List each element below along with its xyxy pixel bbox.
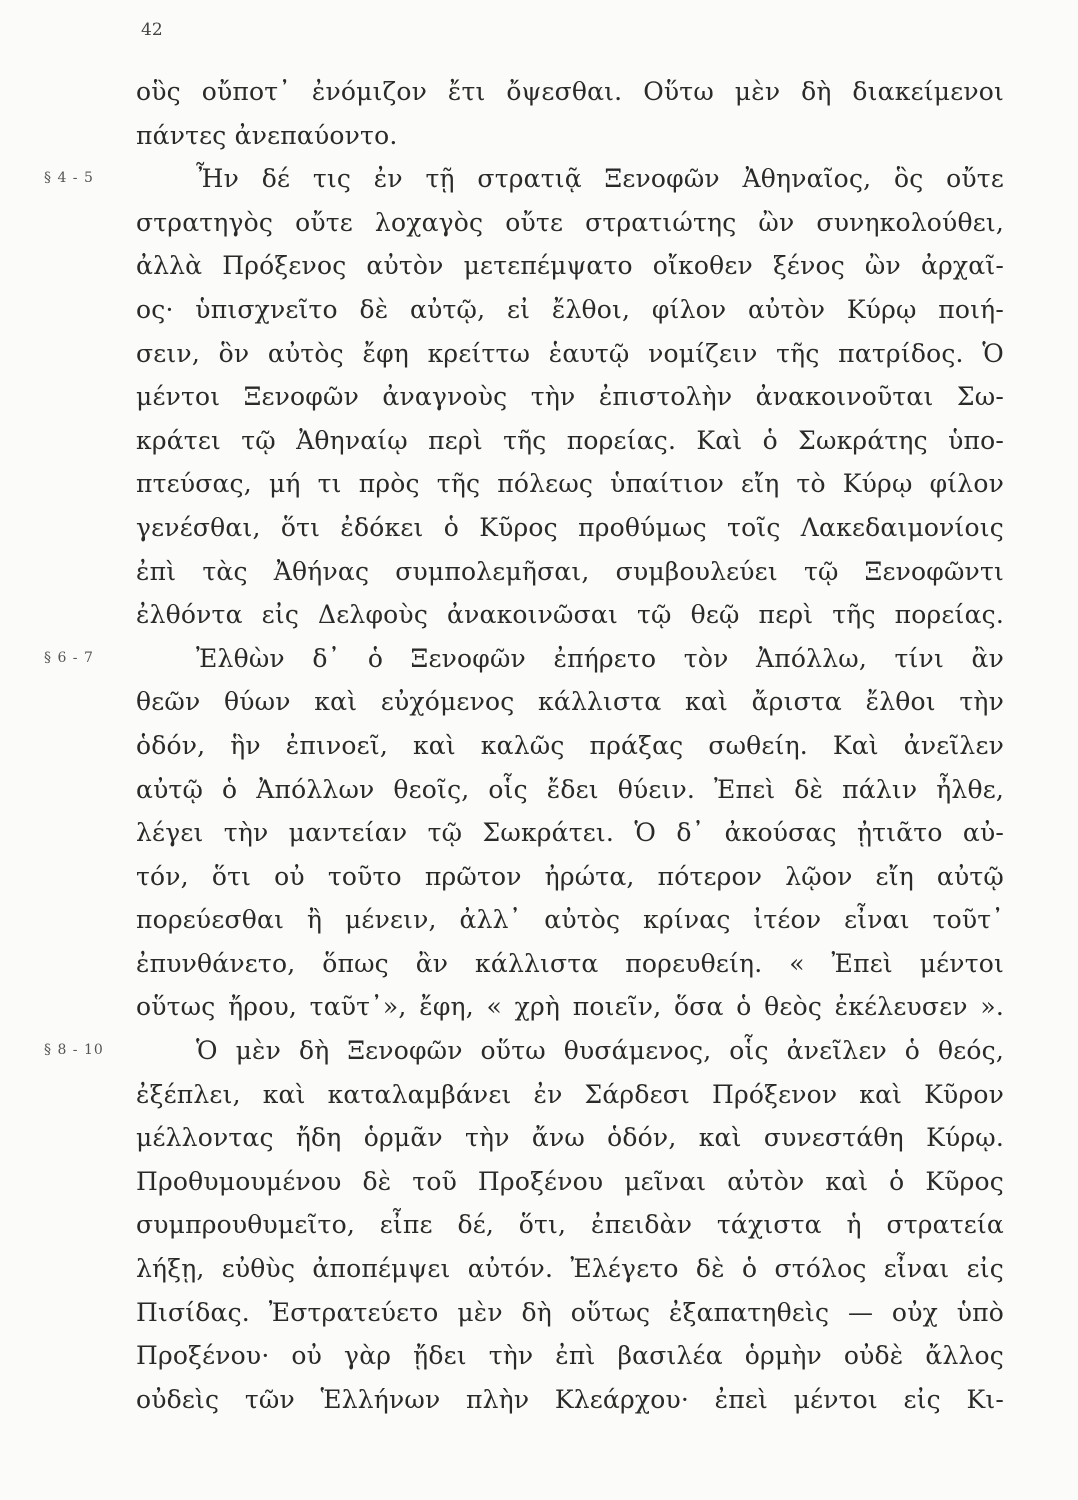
text-line [0, 157, 1078, 201]
text-line [0, 898, 1078, 942]
text-line [0, 1247, 1078, 1291]
section-marker: § 8 - 10 [44, 1042, 104, 1059]
line-text: ἐπυνθάνετο, ὅπως ἂν κάλλιστα πορευθείη. « Ἐπεὶ μέντοι [136, 948, 1004, 978]
line-text: οὕτως ἤρου, ταῦτ᾽», ἔφη, « χρὴ ποιεῖν, ὅσα ὁ θεὸς ἐκέλευσεν ». [136, 992, 1004, 1022]
line-text: μέλλοντας ἤδη ὁρμᾶν τὴν ἄνω ὁδόν, καὶ συνεστάθη Κύρῳ. [136, 1123, 1004, 1153]
text-line [0, 201, 1078, 245]
line-text: λήξῃ, εὐθὺς ἀποπέμψει αὐτόν. Ἐλέγετο δὲ ὁ στόλος εἶναι εἰς [136, 1254, 1004, 1284]
main-text [0, 70, 1078, 1421]
text-line [0, 724, 1078, 768]
text-line [0, 550, 1078, 594]
text-line [0, 462, 1078, 506]
line-text: οὐδεὶς τῶν Ἑλλήνων πλὴν Κλεάρχου· ἐπεὶ μέντοι εἰς Κι- [136, 1384, 1004, 1414]
line-text: κράτει τῷ Ἀθηναίῳ περὶ τῆς πορείας. Καὶ ὁ Σωκράτης ὑπο- [136, 425, 1004, 455]
text-line [0, 768, 1078, 812]
line-text: ὁδόν, ἣν ἐπινοεῖ, καὶ καλῶς πράξας σωθείη. Καὶ ἀνεῖλεν [136, 730, 1004, 760]
line-text: Ἦν δέ τις ἐν τῇ στρατιᾷ Ξενοφῶν Ἀθηναῖος, ὃς οὔτε [196, 164, 1004, 194]
line-text: σειν, ὃν αὐτὸς ἔφη κρείττω ἑαυτῷ νομίζειν τῆς πατρίδος. Ὁ [136, 338, 1004, 368]
text-line [0, 1116, 1078, 1160]
text-line [0, 593, 1078, 637]
text-line [0, 244, 1078, 288]
text-line [0, 680, 1078, 724]
line-text: αὐτῷ ὁ Ἀπόλλων θεοῖς, οἷς ἔδει θύειν. Ἐπεὶ δὲ πάλιν ἦλθε, [136, 774, 1004, 804]
text-line [0, 942, 1078, 986]
text-line [0, 1160, 1078, 1204]
line-text: ἀλλὰ Πρόξενος αὐτὸν μετεπέμψατο οἴκοθεν ξένος ὢν ἀρχαῖ- [136, 251, 1004, 281]
line-text: λέγει τὴν μαντείαν τῷ Σωκράτει. Ὁ δ᾽ ἀκούσας ᾐτιᾶτο αὐ- [136, 818, 1004, 848]
text-line [0, 855, 1078, 899]
text-line [0, 70, 1078, 114]
text-line [0, 419, 1078, 463]
line-text: γενέσθαι, ὅτι ἐδόκει ὁ Κῦρος προθύμως τοῖς Λακεδαιμονίοις [136, 512, 1004, 542]
text-line [0, 1334, 1078, 1378]
line-text: τόν, ὅτι οὐ τοῦτο πρῶτον ἠρώτα, πότερον λῷον εἴη αὐτῷ [136, 861, 1004, 891]
text-line [0, 114, 1078, 158]
line-text: στρατηγὸς οὔτε λοχαγὸς οὔτε στρατιώτης ὢν συνηκολούθει, [136, 207, 1004, 237]
line-text: Ἐλθὼν δ᾽ ὁ Ξενοφῶν ἐπήρετο τὸν Ἀπόλλω, τίνι ἂν [196, 643, 1004, 673]
text-line [0, 985, 1078, 1029]
line-text: Ὁ μὲν δὴ Ξενοφῶν οὕτω θυσάμενος, οἷς ἀνεῖλεν ὁ θεός, [196, 1036, 1004, 1066]
line-text: οὓς οὔποτ᾽ ἐνόμιζον ἔτι ὄψεσθαι. Οὕτω μὲν δὴ διακείμενοι [136, 77, 1004, 106]
line-text: ἐξέπλει, καὶ καταλαμβάνει ἐν Σάρδεσι Πρόξενον καὶ Κῦρον [136, 1079, 1004, 1109]
section-marker: § 6 - 7 [44, 649, 94, 666]
line-text: συμπρουθυμεῖτο, εἶπε δέ, ὅτι, ἐπειδὰν τάχιστα ἡ στρατεία [136, 1210, 1004, 1240]
text-line [0, 1291, 1078, 1335]
text-line [0, 1029, 1078, 1073]
text-line [0, 1203, 1078, 1247]
line-text: πάντες ἀνεπαύοντο. [136, 120, 398, 150]
text-line [0, 811, 1078, 855]
text-line [0, 332, 1078, 376]
line-text: θεῶν θύων καὶ εὐχόμενος κάλλιστα καὶ ἄριστα ἔλθοι τὴν [136, 687, 1004, 717]
text-line [0, 637, 1078, 681]
line-text: μέντοι Ξενοφῶν ἀναγνοὺς τὴν ἐπιστολὴν ἀνακοινοῦται Σω- [136, 382, 1004, 412]
line-text: πτεύσας, μή τι πρὸς τῆς πόλεως ὑπαίτιον εἴη τὸ Κύρῳ φίλον [136, 469, 1004, 499]
line-text: ος· ὑπισχνεῖτο δὲ αὐτῷ, εἰ ἔλθοι, φίλον αὐτὸν Κύρῳ ποιή- [136, 294, 1004, 324]
line-text: Προξένου· οὐ γὰρ ᾔδει τὴν ἐπὶ βασιλέα ὁρμὴν οὐδὲ ἄλλος [136, 1341, 1004, 1371]
line-text: ἐλθόντα εἰς Δελφοὺς ἀνακοινῶσαι τῷ θεῷ περὶ τῆς πορείας. [136, 600, 1004, 630]
text-line [0, 1378, 1078, 1422]
text-line [0, 375, 1078, 419]
text-line [0, 506, 1078, 550]
page-number: 42 [141, 20, 163, 40]
text-line [0, 1073, 1078, 1117]
text-line [0, 288, 1078, 332]
line-text: ἐπὶ τὰς Ἀθήνας συμπολεμῆσαι, συμβουλεύει τῷ Ξενοφῶντι [136, 556, 1004, 586]
section-marker: § 4 - 5 [44, 170, 94, 187]
line-text: πορεύεσθαι ἢ μένειν, ἀλλ᾽ αὐτὸς κρίνας ἰτέον εἶναι τοῦτ᾽ [136, 905, 1004, 935]
line-text: Πισίδας. Ἐστρατεύετο μὲν δὴ οὕτως ἐξαπατηθεὶς — οὐχ ὑπὸ [136, 1297, 1004, 1327]
line-text: Προθυμουμένου δὲ τοῦ Προξένου μεῖναι αὐτὸν καὶ ὁ Κῦρος [136, 1166, 1004, 1196]
